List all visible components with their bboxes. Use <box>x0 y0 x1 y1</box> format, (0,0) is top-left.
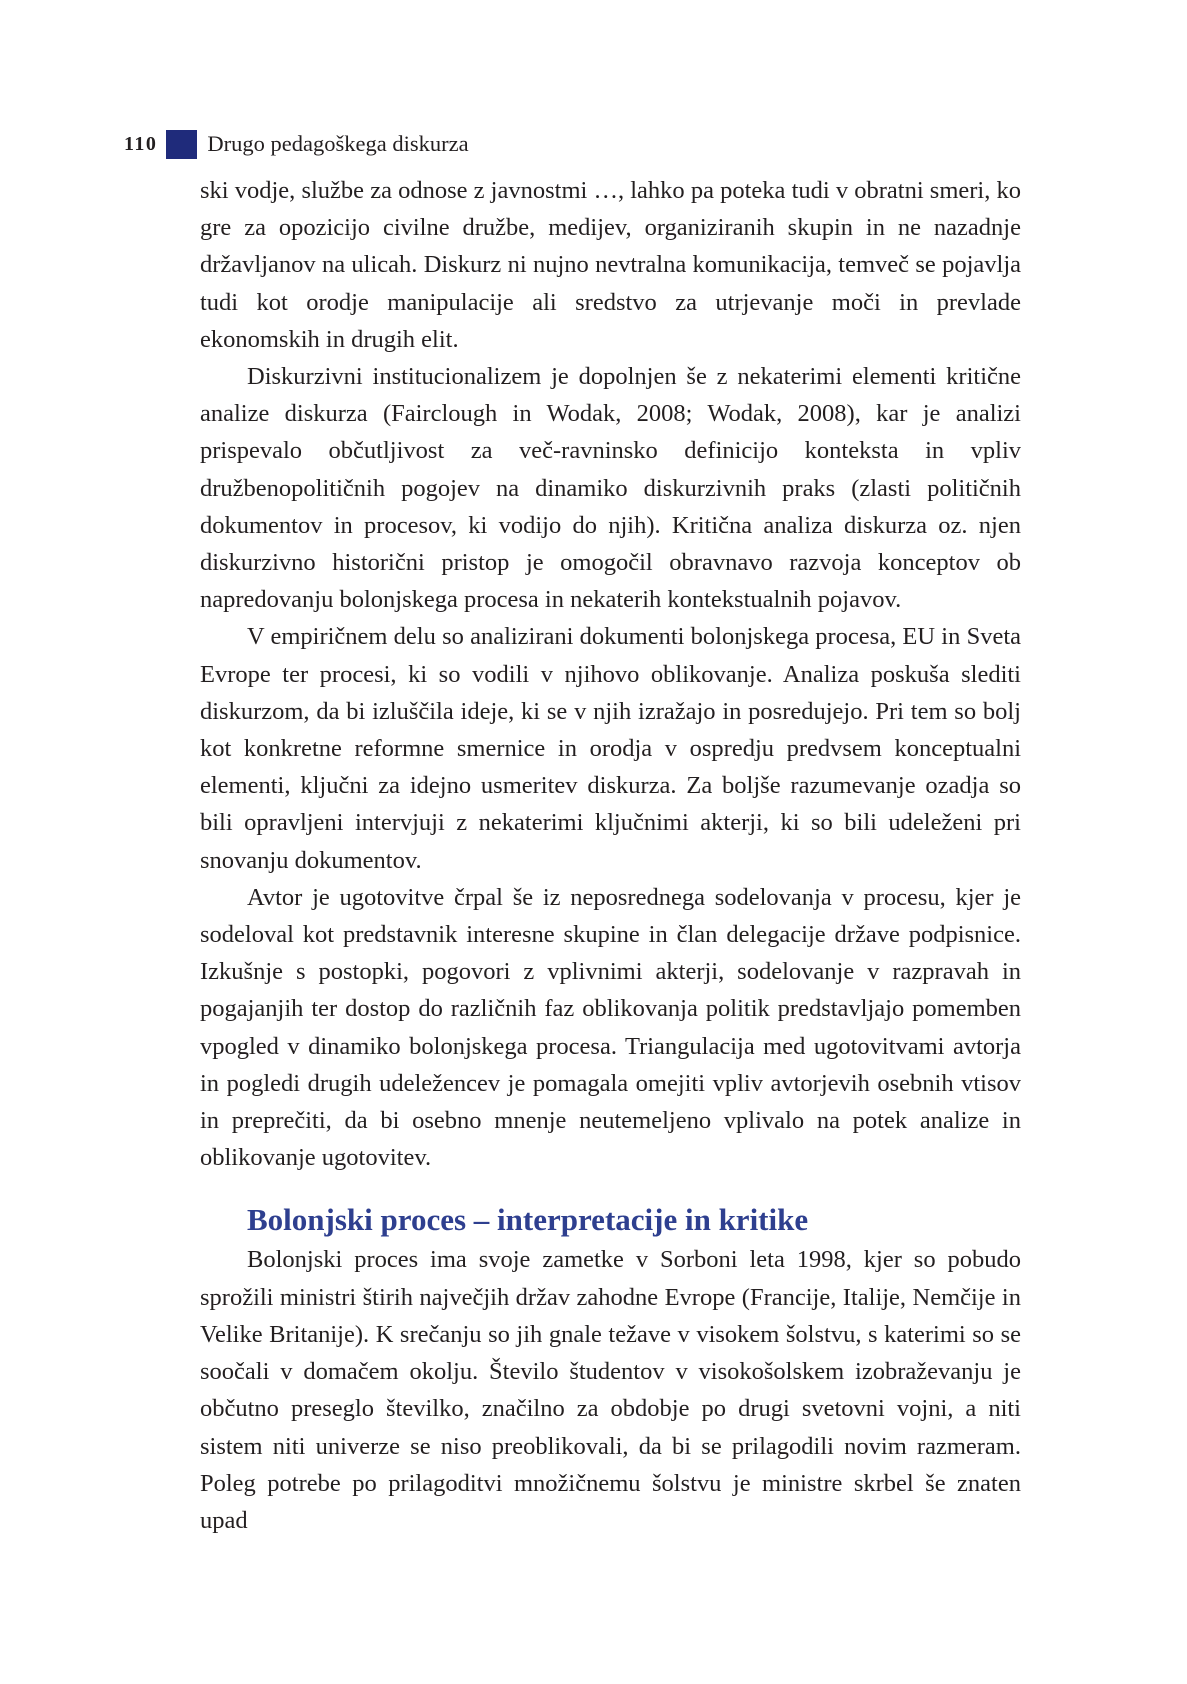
section-heading: Bolonjski proces – interpretacije in kritike <box>247 1202 809 1238</box>
paragraph-continued: ski vodje, službe za odnose z javnostmi …, lahko pa poteka tudi v obratni smeri, ko gre za opozicijo civilne družbe, medijev, organiziranih skupin in ne nazadnje državljanov na ulicah. Diskurz ni nujno nevtralna komunikacija, temveč se pojavlja tudi kot orodje manipulacije ali sredstvo za utrjevanje moči in prevlade ekonomskih in drugih elit. <box>200 177 1021 353</box>
running-title: Drugo pedagoškega diskurza <box>207 131 469 156</box>
paragraph: Diskurzivni institucionalizem je dopolnjen še z nekaterimi elementi kritične analize diskurza (Fairclough in Wodak, 2008; Wodak, 2008), kar je analizi prispevalo občutljivost za več-ravninsko definicijo konteksta in vpliv družbenopolitičnih pogojev na dinamiko diskurzivnih praks (zlasti političnih dokumentov in procesov, ki vodijo do njih). Kritična analiza diskurza oz. njen diskurzivno historični pristop je omogočil obravnavo razvoja konceptov ob napredovanju bolonjskega procesa in nekaterih kontekstualnih pojavov. <box>200 363 1021 614</box>
running-head <box>124 127 469 161</box>
paragraph: Avtor je ugotovitve črpal še iz neposrednega sodelovanja v procesu, kjer je sodeloval kot predstavnik interesne skupine in član delegacije države podpisnice. Izkušnje s postopki, pogovori z vplivnimi akterji, sodelovanje v razpravah in pogajanjih ter dostop do različnih faz oblikovanja politik predstavljajo pomemben vpogled v dinamiko bolonjskega procesa. Triangulacija med ugotovitvami avtorja in pogledi drugih udeležencev je pomagala omejiti vpliv avtorjevih osebnih vtisov in preprečiti, da bi osebno mnenje neutemeljeno vplivalo na potek analize in oblikovanje ugotovitev. <box>200 883 1021 1172</box>
paragraph: Bolonjski proces ima svoje zametke v Sorboni leta 1998, kjer so pobudo sprožili ministri štirih največjih držav zahodne Evrope (Francije, Italije, Nemčije in Velike Britanije). K srečanju so jih gnale težave v visokem šolstvu, s katerimi so se soočali v domačem okolju. Število študentov v visokošolskem izobraževanju je občutno preseglo številko, značilno za obdobje po drugi svetovni vojni, a niti sistem niti univerze se niso preoblikovali, da bi se prilagodili novim razmeram. Poleg potrebe po prilagoditvi množičnemu šolstvu je ministre skrbel še znaten upad <box>200 1246 1021 1534</box>
paragraph: V empiričnem delu so analizirani dokumenti bolonjskega procesa, EU in Sveta Evrope ter procesi, ki so vodili v njihovo oblikovanje. Analiza poskuša slediti diskurzom, da bi izluščila ideje, ki se v njih izražajo in posredujejo. Pri tem so bolj kot konkretne reformne smernice in orodja v ospredju predvsem konceptualni elementi, ključni za idejno usmeritev diskurza. Za boljše razumevanje ozadja so bili opravljeni intervjuji z nekaterimi ključnimi akterji, ki so bili udeleženi pri snovanju dokumentov. <box>200 623 1021 874</box>
body-text <box>200 172 1021 1539</box>
header-square-mark <box>166 130 197 159</box>
page-number: 110 <box>124 132 158 155</box>
